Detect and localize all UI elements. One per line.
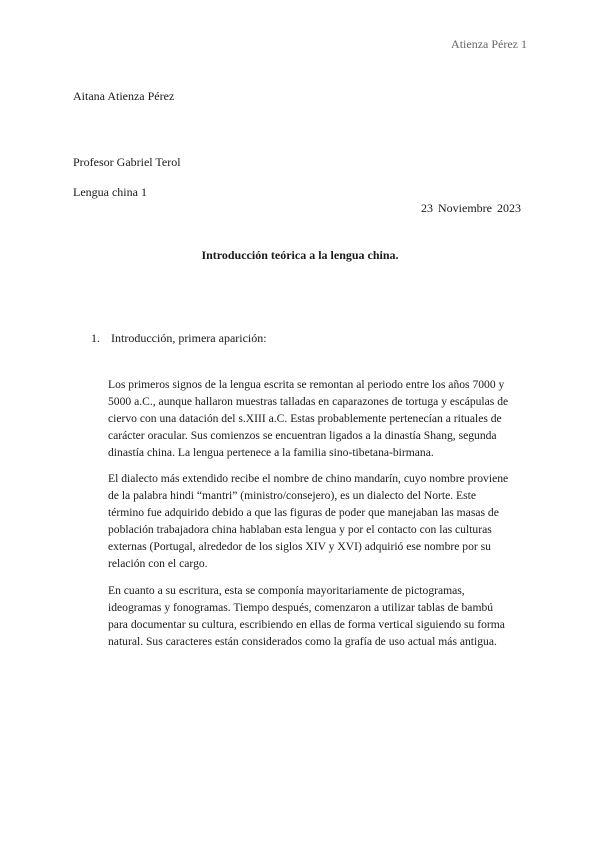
paragraph-line: de la palabra hindi “mantri” (ministro/consejero), es un dialecto del Norte. Este [108,489,476,502]
paragraph-line: natural. Sus caracteres están considerados como la grafía de uso actual más antigua. [108,635,497,648]
professor-name: Profesor Gabriel Terol [73,155,181,169]
paragraph-line: El dialecto más extendido recibe el nombre de chino mandarín, cuyo nombre proviene [108,472,509,485]
paragraph-line: dinastía china. La lengua pertenece a la familia sino-tibetana-birmana. [108,446,434,459]
paragraph-line: término fue adquirido debido a que las figuras de poder que manejaban las masas de [108,506,499,519]
paragraph-line: relación con el cargo. [108,557,208,570]
running-header: Atienza Pérez 1 [451,37,527,51]
document-date: 23 Noviembre 2023 [421,201,521,215]
paragraph-line: externas (Portugal, alrededor de los siglos XIV y XVI) adquirió ese nombre por su [108,540,491,553]
section-heading [91,331,267,346]
paragraph-2 [108,470,528,572]
paragraph-line: población trabajadora china hablaban esta lengua y por el contacto con las culturas [108,523,492,536]
section-heading-text: Introducción, primera aparición: [111,331,267,345]
document-title: Introducción teórica a la lengua china. [201,248,399,262]
section-number: 1. [91,331,100,345]
paragraph-3 [108,582,528,650]
paragraph-line: carácter oracular. Sus comienzos se encuentran ligados a la dinastía Shang, segunda [108,429,497,442]
paragraph-1 [108,376,528,461]
paragraph-line: para documentar su cultura, escribiendo en ellas de forma vertical siguiendo su forma [108,618,505,631]
course-name: Lengua china 1 [73,185,147,199]
paragraph-line: Los primeros signos de la lengua escrita se remontan al periodo entre los años 7000 y [108,378,505,391]
paragraph-line: ideogramas y fonogramas. Tiempo después, comenzaron a utilizar tablas de bambú [108,601,494,614]
paragraph-line: 5000 a.C., aunque hallaron muestras talladas en caparazones de tortuga y escápulas de [108,395,509,408]
paragraph-line: En cuanto a su escritura, esta se componía mayoritariamente de pictogramas, [108,584,465,597]
author-name: Aitana Atienza Pérez [73,89,175,103]
paragraph-line: ciervo con una datación del s.XIII a.C. Estas probablemente pertenecían a rituales de [108,412,502,425]
